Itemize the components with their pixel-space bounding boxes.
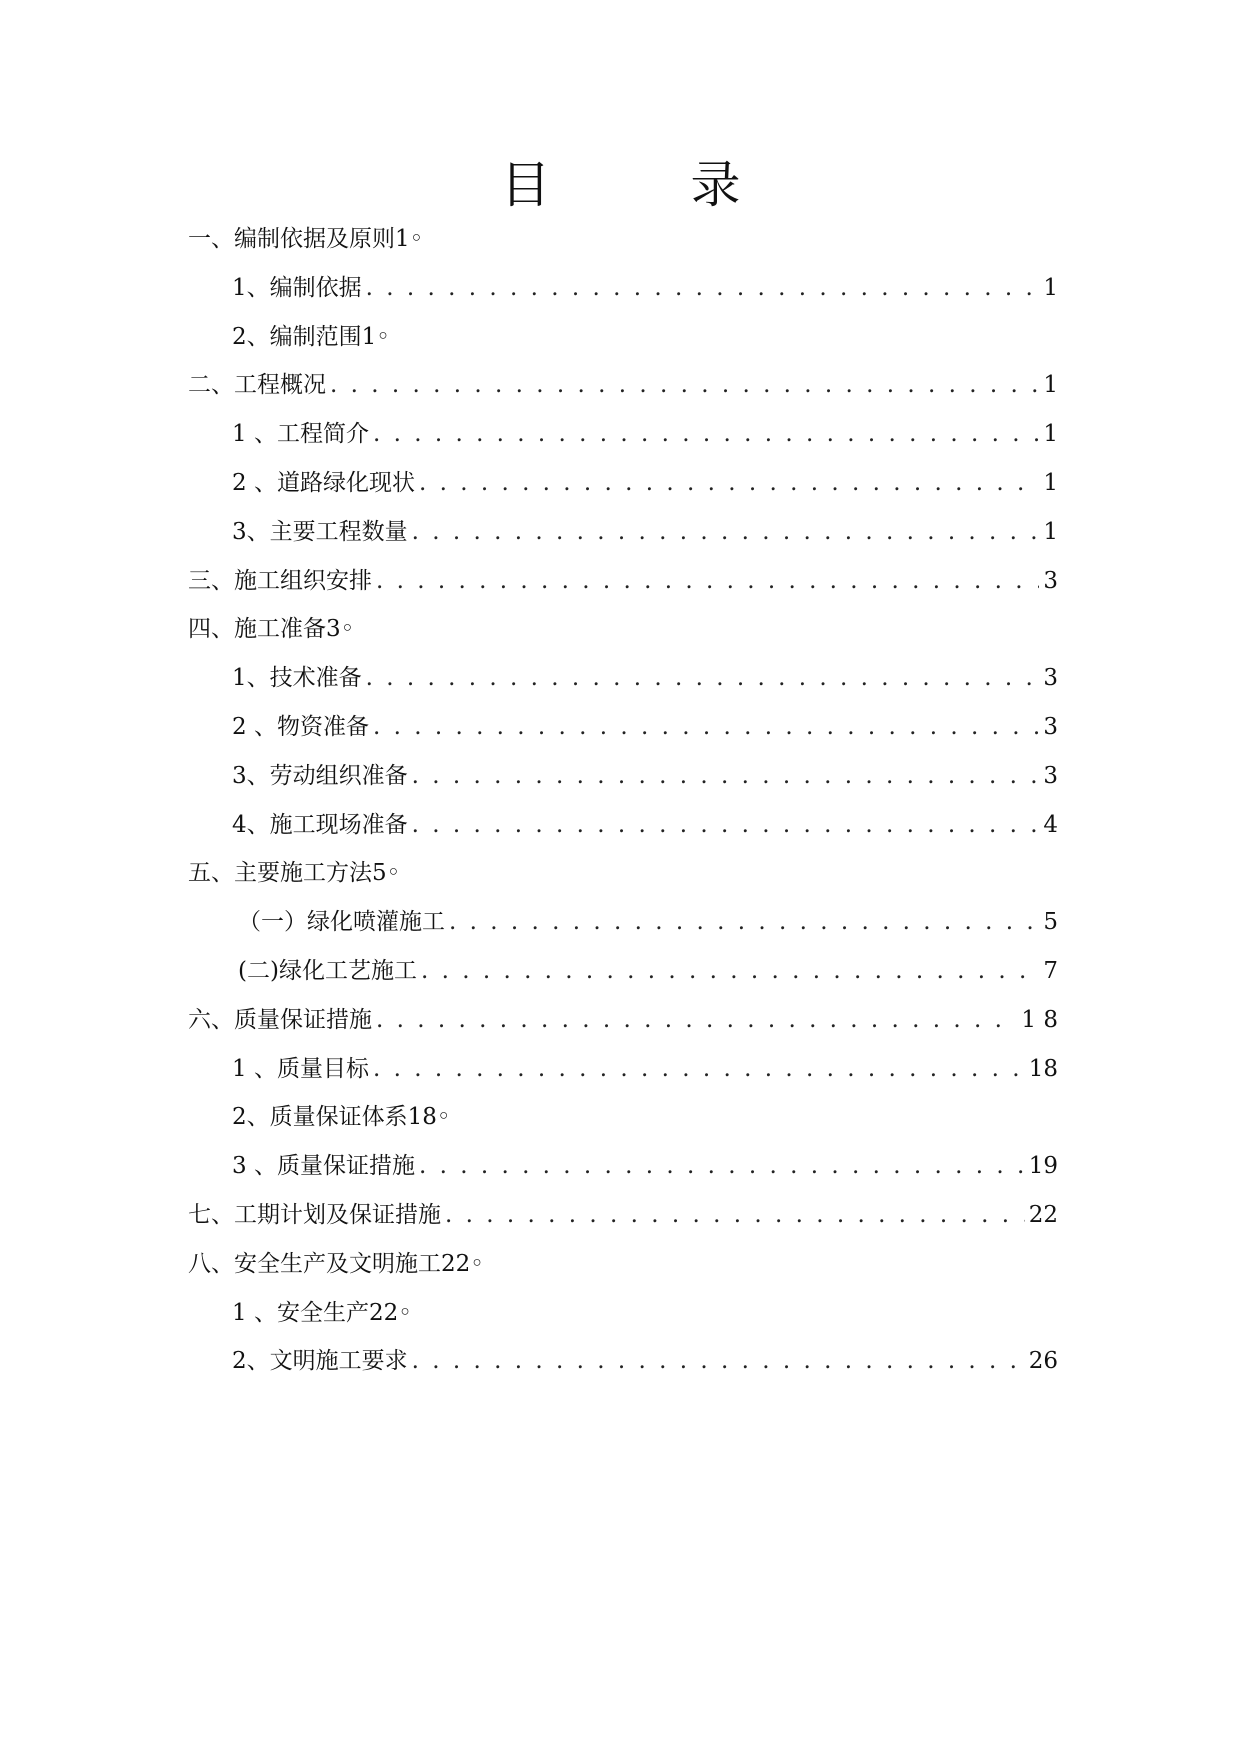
toc-entry-label: 五、主要施工方法5◦: [188, 860, 401, 887]
toc-entry[interactable]: [188, 1289, 1058, 1338]
toc-entry[interactable]: [188, 410, 1058, 459]
toc-entry[interactable]: [188, 508, 1058, 557]
toc-page-number: 1 8: [1021, 1006, 1058, 1033]
toc-entry-label: 1 、安全生产22◦: [232, 1299, 412, 1326]
toc-leader-dots: [373, 703, 1039, 752]
toc-leader-dots: [449, 898, 1039, 947]
toc-entry[interactable]: [188, 313, 1058, 362]
toc-page-number: 26: [1028, 1348, 1058, 1375]
toc-page-number: 3: [1043, 762, 1058, 789]
toc-leader-dots: [366, 654, 1040, 703]
toc-entry-label: 1 、质量目标: [232, 1055, 369, 1082]
toc-entry[interactable]: [188, 1191, 1058, 1240]
toc-leader-dots: [376, 557, 1039, 606]
toc-entry-label: （一）绿化喷灌施工: [238, 909, 445, 936]
toc-page-number: 22: [1028, 1201, 1058, 1228]
toc-entry-label: 2、质量保证体系18◦: [232, 1104, 451, 1131]
toc-entry-label: 三、施工组织安排: [188, 567, 372, 594]
toc-entry[interactable]: [188, 849, 1058, 898]
page-title: 目 录: [500, 156, 803, 214]
toc-entry-label: 四、施工准备3◦: [188, 616, 355, 643]
toc-page-number: 3: [1043, 665, 1058, 692]
toc-entry-label: 2 、物资准备: [232, 713, 369, 740]
toc-leader-dots: [412, 801, 1040, 850]
toc-page-number: 5: [1043, 909, 1058, 936]
toc-leader-dots: [366, 264, 1040, 313]
toc-entry[interactable]: [188, 1142, 1058, 1191]
toc-leader-dots: [330, 361, 1039, 410]
toc-page-number: 18: [1028, 1055, 1058, 1082]
toc-entry[interactable]: [188, 264, 1058, 313]
toc-leader-dots: [373, 1045, 1025, 1094]
toc-entry-label: 1 、工程简介: [232, 421, 369, 448]
toc-entry-label: 一、编制依据及原则1◦: [188, 226, 424, 252]
toc-page-number: 1: [1043, 518, 1058, 545]
toc-entry[interactable]: [188, 996, 1058, 1045]
toc-entry-label: 3、劳动组织准备: [232, 762, 408, 789]
toc-entry[interactable]: [188, 947, 1058, 996]
toc-leader-dots: [445, 1191, 1025, 1240]
toc-entry[interactable]: [188, 898, 1058, 947]
toc-page-number: 1: [1043, 372, 1058, 399]
toc-entry[interactable]: [188, 1337, 1058, 1386]
toc-entry-label: 2 、道路绿化现状: [232, 469, 415, 496]
toc-page-number: 1: [1043, 274, 1058, 301]
toc-entry-label: 1、编制依据: [232, 274, 362, 301]
table-of-contents: [188, 215, 1058, 1386]
toc-leader-dots: [373, 410, 1039, 459]
toc-entry[interactable]: [188, 1045, 1058, 1094]
toc-leader-dots: [419, 1142, 1025, 1191]
toc-entry[interactable]: [188, 215, 1058, 264]
toc-leader-dots: [421, 947, 1039, 996]
toc-page-number: 19: [1028, 1153, 1058, 1180]
toc-leader-dots: [412, 508, 1040, 557]
toc-entry[interactable]: [188, 361, 1058, 410]
toc-entry[interactable]: [188, 703, 1058, 752]
toc-entry-label: (二)绿化工艺施工: [238, 957, 417, 984]
toc-entry-label: 六、质量保证措施: [188, 1006, 372, 1033]
toc-page-number: 1: [1043, 469, 1058, 496]
toc-leader-dots: [412, 752, 1040, 801]
toc-entry-label: 1、技术准备: [232, 665, 362, 692]
toc-page-number: 7: [1043, 957, 1058, 984]
toc-leader-dots: [412, 1337, 1025, 1386]
toc-entry-label: 七、工期计划及保证措施: [188, 1201, 441, 1228]
toc-entry[interactable]: [188, 557, 1058, 606]
toc-leader-dots: [376, 996, 1017, 1045]
toc-entry[interactable]: [188, 654, 1058, 703]
toc-entry-label: 2、文明施工要求: [232, 1348, 408, 1375]
toc-page-number: 3: [1043, 567, 1058, 594]
toc-entry-label: 3 、质量保证措施: [232, 1153, 415, 1180]
toc-page-number: 1: [1043, 421, 1058, 448]
toc-entry[interactable]: [188, 801, 1058, 850]
toc-entry-label: 3、主要工程数量: [232, 518, 408, 545]
toc-entry-label: 八、安全生产及文明施工22◦: [188, 1250, 484, 1277]
toc-leader-dots: [419, 459, 1039, 508]
toc-entry[interactable]: [188, 459, 1058, 508]
toc-page-number: 3: [1043, 713, 1058, 740]
toc-entry-label: 二、工程概况: [188, 372, 326, 399]
toc-entry-label: 4、施工现场准备: [232, 811, 408, 838]
toc-entry-label: 2、编制范围1◦: [232, 323, 390, 350]
toc-entry[interactable]: [188, 605, 1058, 654]
toc-page-number: 4: [1043, 811, 1058, 838]
toc-entry[interactable]: [188, 752, 1058, 801]
toc-entry[interactable]: [188, 1093, 1058, 1142]
toc-entry[interactable]: [188, 1240, 1058, 1289]
